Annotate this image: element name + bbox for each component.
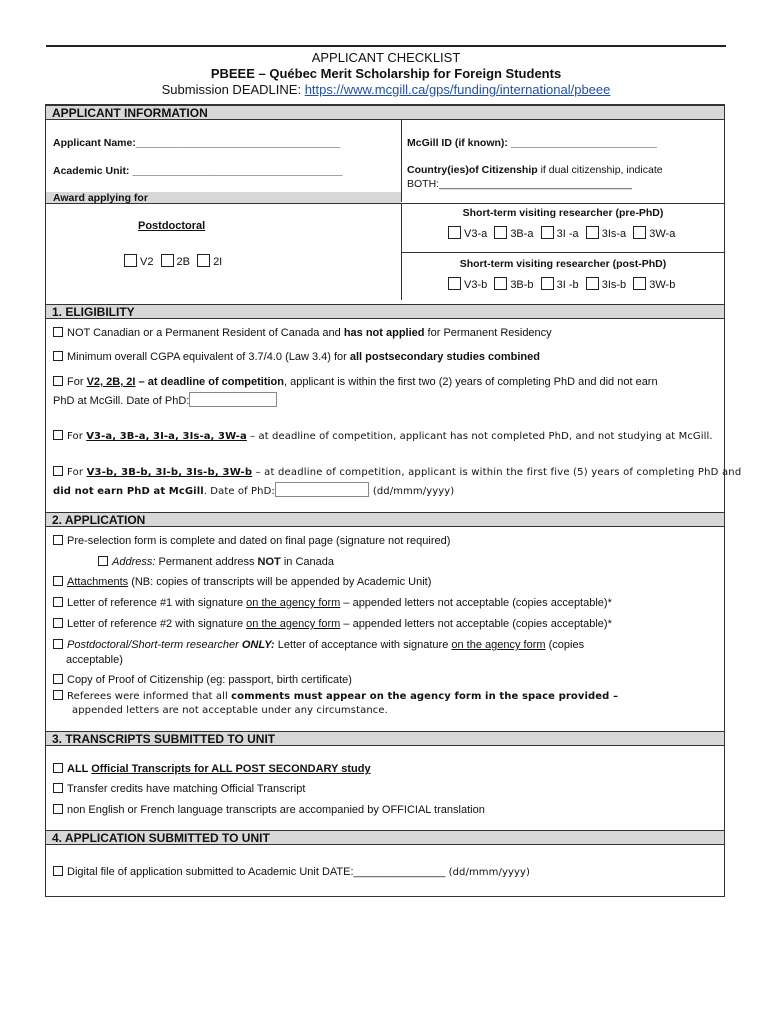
post-phd-options: [448, 277, 675, 291]
page-subtitle: PBEEE – Québec Merit Scholarship for Foreign Students: [210, 66, 562, 81]
postdoctoral-label: Postdoctoral: [138, 220, 206, 232]
text: non English or French language transcripts are accompanied by OFFICIAL translation: [67, 804, 485, 816]
text: has not applied: [343, 327, 425, 339]
option-label: 3I -b: [556, 279, 579, 291]
checkbox[interactable]: [53, 783, 63, 793]
text: in Canada: [280, 556, 334, 568]
divider: [46, 203, 724, 204]
pre-phd-label: Short-term visiting researcher (pre-PhD): [462, 207, 664, 219]
section-application-heading: 2. APPLICATION: [46, 512, 724, 527]
text: Attachments: [67, 576, 129, 588]
transcripts-item-1[interactable]: [53, 763, 371, 775]
option-label: V3-a: [464, 228, 488, 240]
application-item-1-sub[interactable]: [98, 556, 334, 568]
eligibility-item-2[interactable]: [53, 351, 540, 363]
text: Letter of acceptance with signature: [274, 639, 452, 651]
checkbox[interactable]: [98, 556, 108, 566]
checkbox-v3-b[interactable]: [448, 277, 461, 290]
text: for Permanent Residency: [424, 327, 552, 339]
checkbox[interactable]: [53, 376, 63, 386]
text: Postdoctoral/Short-term researcher: [67, 639, 242, 651]
option-label: 3W-a: [649, 228, 676, 240]
text: Pre-selection form is complete and dated on final page (signature not required): [67, 535, 451, 547]
text: For: [67, 431, 87, 442]
eligibility-item-1[interactable]: [53, 327, 552, 339]
text: V3-a, 3B-a, 3I-a, 3Is-a, 3W-a: [86, 431, 247, 442]
application-item-3[interactable]: [53, 597, 612, 609]
text: Copy of Proof of Citizenship (eg: passport, birth certificate): [67, 674, 352, 686]
text: For: [67, 376, 87, 388]
option-label: 3W-b: [649, 279, 676, 291]
checkbox-v3-a[interactable]: [448, 226, 461, 239]
page-title: APPLICANT CHECKLIST: [311, 50, 461, 65]
checkbox[interactable]: [53, 351, 63, 361]
submission-item-1[interactable]: [53, 866, 530, 878]
option-label: 3B-b: [510, 279, 534, 291]
citizenship-label: Country(ies)of Citizenship: [407, 164, 538, 176]
divider: [401, 120, 402, 202]
option-label: V2: [140, 256, 154, 268]
checkbox-v2[interactable]: [124, 254, 137, 267]
section-eligibility-heading: 1. ELIGIBILITY: [46, 304, 724, 319]
text: , applicant is within the first two (2) years of completing PhD and did not earn: [284, 376, 658, 388]
text: on the agency form: [246, 618, 341, 630]
text: (NB: copies of transcripts will be appended by Academic Unit): [128, 576, 432, 588]
text: Digital file of application submitted to Academic Unit DATE:_______________: [67, 866, 446, 878]
text: Official Transcripts for ALL POST SECONDARY study: [91, 763, 371, 775]
checkbox[interactable]: [53, 618, 63, 628]
text: – at deadline of competition, applicant has not completed PhD, and not studying at McGill.: [246, 431, 713, 442]
application-item-6[interactable]: [53, 674, 352, 686]
post-phd-label: Short-term visiting researcher (post-PhD): [459, 258, 667, 270]
phd-date-input[interactable]: [275, 482, 369, 497]
eligibility-item-4[interactable]: [53, 430, 713, 442]
text: ALL: [67, 763, 92, 775]
checkbox[interactable]: [53, 466, 63, 476]
application-item-4[interactable]: [53, 618, 612, 630]
option-label: 3Is-a: [601, 228, 627, 240]
eligibility-item-3-cont: [53, 392, 277, 407]
text: Minimum overall CGPA equivalent of 3.7/4.0 (Law 3.4) for: [67, 351, 350, 363]
checkbox[interactable]: [53, 327, 63, 337]
text: all postsecondary studies combined: [349, 351, 540, 363]
eligibility-item-3[interactable]: [53, 376, 658, 388]
text: NOT: [257, 556, 281, 568]
text: V2, 2B, 2I: [86, 376, 136, 388]
checkbox-3i-b[interactable]: [541, 277, 554, 290]
text: (dd/mmm/yyyy): [372, 486, 455, 497]
checkbox[interactable]: [53, 639, 63, 649]
application-item-5-cont: acceptable): [66, 654, 123, 666]
text: (copies: [545, 639, 585, 651]
section-transcripts-heading: 3. TRANSCRIPTS SUBMITTED TO UNIT: [46, 731, 724, 746]
deadline-label: Submission DEADLINE:: [161, 82, 305, 97]
citizenship-note: if dual citizenship, indicate: [537, 164, 663, 176]
text: Permanent address: [155, 556, 258, 568]
postdoc-options: [124, 254, 222, 268]
text: ONLY:: [241, 639, 275, 651]
top-rule: [46, 45, 726, 47]
checkbox-3b-b[interactable]: [494, 277, 507, 290]
checkbox[interactable]: [53, 804, 63, 814]
option-label: 2I: [213, 256, 223, 268]
application-item-7[interactable]: [53, 690, 618, 702]
option-label: 3I -a: [556, 228, 579, 240]
text: V3-b, 3B-b, 3I-b, 3Is-b, 3W-b: [86, 467, 253, 478]
transcripts-item-3[interactable]: [53, 804, 485, 816]
text: – at deadline of competition: [135, 376, 285, 388]
option-label: V3-b: [464, 279, 488, 291]
checkbox-2i[interactable]: [197, 254, 210, 267]
section-submission-heading: 4. APPLICATION SUBMITTED TO UNIT: [46, 830, 724, 845]
award-label: Award applying for: [53, 192, 148, 204]
option-label: 3B-a: [510, 228, 534, 240]
text: – at deadline of competition, applicant is within the first five (5) years of completing PhD and: [252, 467, 742, 478]
text: – appended letters not acceptable (copies acceptable)*: [340, 597, 612, 609]
transcripts-item-2[interactable]: [53, 783, 305, 795]
text: Address:: [112, 556, 156, 568]
divider: [402, 252, 724, 253]
text: Referees were informed that all: [67, 691, 232, 702]
text: did not earn PhD at McGill: [53, 486, 204, 497]
application-item-1[interactable]: [53, 535, 450, 547]
text: comments must appear on the agency form in the space provided –: [231, 691, 619, 702]
application-item-7-cont: appended letters are not acceptable under any circumstance.: [72, 705, 388, 716]
checkbox-3is-a[interactable]: [586, 226, 599, 239]
checkbox[interactable]: [53, 535, 63, 545]
citizenship-both-field[interactable]: BOTH:_________________________________: [407, 178, 632, 190]
text: Letter of reference #2 with signature: [67, 618, 247, 630]
text: (dd/mmm/yyyy): [445, 867, 531, 878]
applicant-name-field[interactable]: Applicant Name:___________________________________: [53, 137, 341, 149]
text: Letter of reference #1 with signature: [67, 597, 247, 609]
application-item-5[interactable]: [53, 639, 584, 651]
text: NOT Canadian or a Permanent Resident of Canada and: [67, 327, 344, 339]
eligibility-item-5[interactable]: [53, 466, 741, 478]
academic-unit-field[interactable]: Academic Unit: ____________________________________: [53, 165, 343, 177]
checkbox[interactable]: [53, 690, 63, 700]
checkbox[interactable]: [53, 763, 63, 773]
checkbox[interactable]: [53, 866, 63, 876]
eligibility-item-5-cont: [53, 482, 454, 497]
citizenship-field[interactable]: [407, 164, 663, 176]
checkbox[interactable]: [53, 430, 63, 440]
mcgill-id-field[interactable]: McGill ID (if known): _________________________: [407, 137, 657, 149]
text: For: [67, 467, 87, 478]
checkbox-3w-a[interactable]: [633, 226, 646, 239]
text: on the agency form: [246, 597, 341, 609]
checkbox-3b-a[interactable]: [494, 226, 507, 239]
option-label: 2B: [176, 256, 190, 268]
checkbox-3i-a[interactable]: [541, 226, 554, 239]
phd-date-input[interactable]: [189, 392, 277, 407]
text: . Date of PhD:: [203, 486, 275, 497]
application-item-2[interactable]: [53, 576, 431, 588]
checkbox-2b[interactable]: [161, 254, 174, 267]
text: on the agency form: [451, 639, 546, 651]
checkbox[interactable]: [53, 576, 63, 586]
checkbox-3w-b[interactable]: [633, 277, 646, 290]
checkbox[interactable]: [53, 597, 63, 607]
checkbox[interactable]: [53, 674, 63, 684]
deadline-line: [46, 82, 726, 98]
deadline-link[interactable]: https://www.mcgill.ca/gps/funding/international/pbeee: [304, 82, 611, 97]
section-applicant-info-heading: APPLICANT INFORMATION: [46, 105, 724, 120]
text: PhD at McGill. Date of PhD:: [53, 395, 190, 407]
pre-phd-options: [448, 226, 675, 240]
option-label: 3Is-b: [601, 279, 627, 291]
text: Transfer credits have matching Official Transcript: [67, 783, 306, 795]
checkbox-3is-b[interactable]: [586, 277, 599, 290]
text: – appended letters not acceptable (copies acceptable)*: [340, 618, 612, 630]
